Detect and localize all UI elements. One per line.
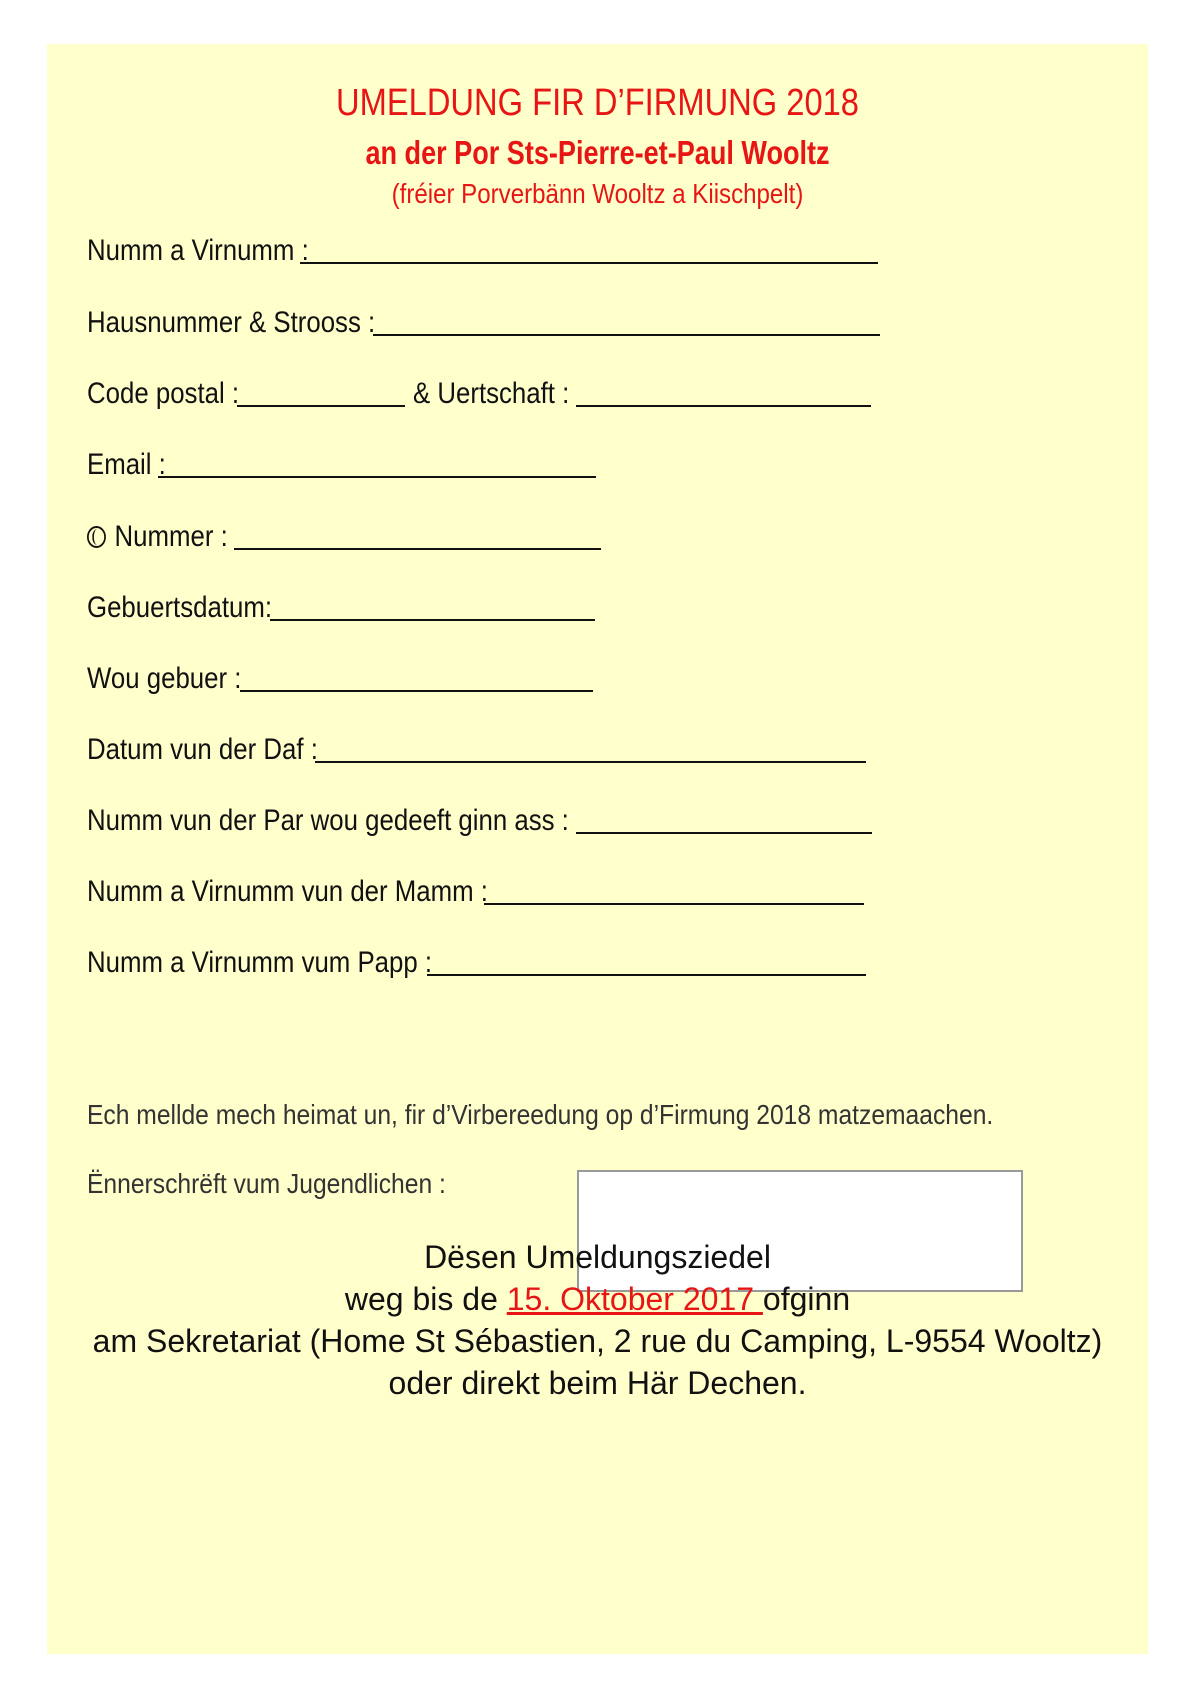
instruction-line-4: oder direkt beim Här Dechen. bbox=[388, 1365, 807, 1401]
name-label: Numm a Virnumm : bbox=[87, 234, 309, 267]
birthplace-field[interactable] bbox=[240, 690, 593, 692]
mother-field[interactable] bbox=[484, 903, 864, 905]
consent-statement: Ech mellde mech heimat un, fir d’Virbereedung op d’Firmung 2018 matzemaachen. bbox=[87, 1099, 994, 1130]
baptism-parish-label: Numm vun der Par wou gedeeft ginn ass : bbox=[87, 804, 569, 837]
street-label: Hausnummer & Strooss : bbox=[87, 306, 376, 339]
birthdate-label: Gebuertsdatum: bbox=[87, 591, 273, 624]
postcode-label: Code postal : bbox=[87, 377, 240, 410]
birthplace-label: Wou gebuer : bbox=[87, 662, 242, 695]
instruction-line-2-start: weg bis de bbox=[344, 1281, 507, 1317]
birthdate-field[interactable] bbox=[270, 619, 595, 621]
parish-note: (fréier Porverbänn Wooltz a Kiischpelt) bbox=[391, 178, 804, 209]
postcode-field[interactable] bbox=[237, 405, 405, 407]
form-title: UMELDUNG FIR D’FIRMUNG 2018 bbox=[336, 82, 859, 124]
signature-label: Ënnerschrëft vum Jugendlichen : bbox=[87, 1168, 446, 1199]
deadline-date: 15. Oktober 2017 bbox=[506, 1281, 763, 1317]
baptism-parish-field[interactable] bbox=[576, 832, 872, 834]
phone-label bbox=[87, 522, 228, 552]
baptism-date-label: Datum vun der Daf : bbox=[87, 733, 318, 766]
baptism-date-field[interactable] bbox=[315, 761, 866, 763]
street-field[interactable] bbox=[373, 334, 880, 336]
instruction-line-1: Dësen Umeldungsziedel bbox=[424, 1239, 771, 1275]
phone-icon bbox=[87, 526, 106, 548]
town-field[interactable] bbox=[576, 405, 871, 407]
form-subtitle: an der Por Sts-Pierre-et-Paul Wooltz bbox=[365, 134, 830, 171]
phone-label-text: Nummer : bbox=[114, 520, 228, 553]
father-label: Numm a Virnumm vum Papp : bbox=[87, 946, 433, 979]
phone-field[interactable] bbox=[234, 548, 601, 550]
father-field[interactable] bbox=[427, 974, 866, 976]
instruction-line-3: am Sekretariat (Home St Sébastien, 2 rue du Camping, L-9554 Wooltz) bbox=[92, 1323, 1103, 1359]
instruction-line-2-end: ofginn bbox=[762, 1281, 851, 1317]
email-field[interactable] bbox=[158, 476, 596, 478]
town-label: & Uertschaft : bbox=[413, 377, 570, 410]
instruction-line-2 bbox=[47, 1280, 1148, 1318]
mother-label: Numm a Virnumm vun der Mamm : bbox=[87, 875, 488, 908]
registration-form bbox=[47, 44, 1148, 1654]
email-label: Email : bbox=[87, 448, 166, 481]
name-field[interactable] bbox=[300, 262, 878, 264]
